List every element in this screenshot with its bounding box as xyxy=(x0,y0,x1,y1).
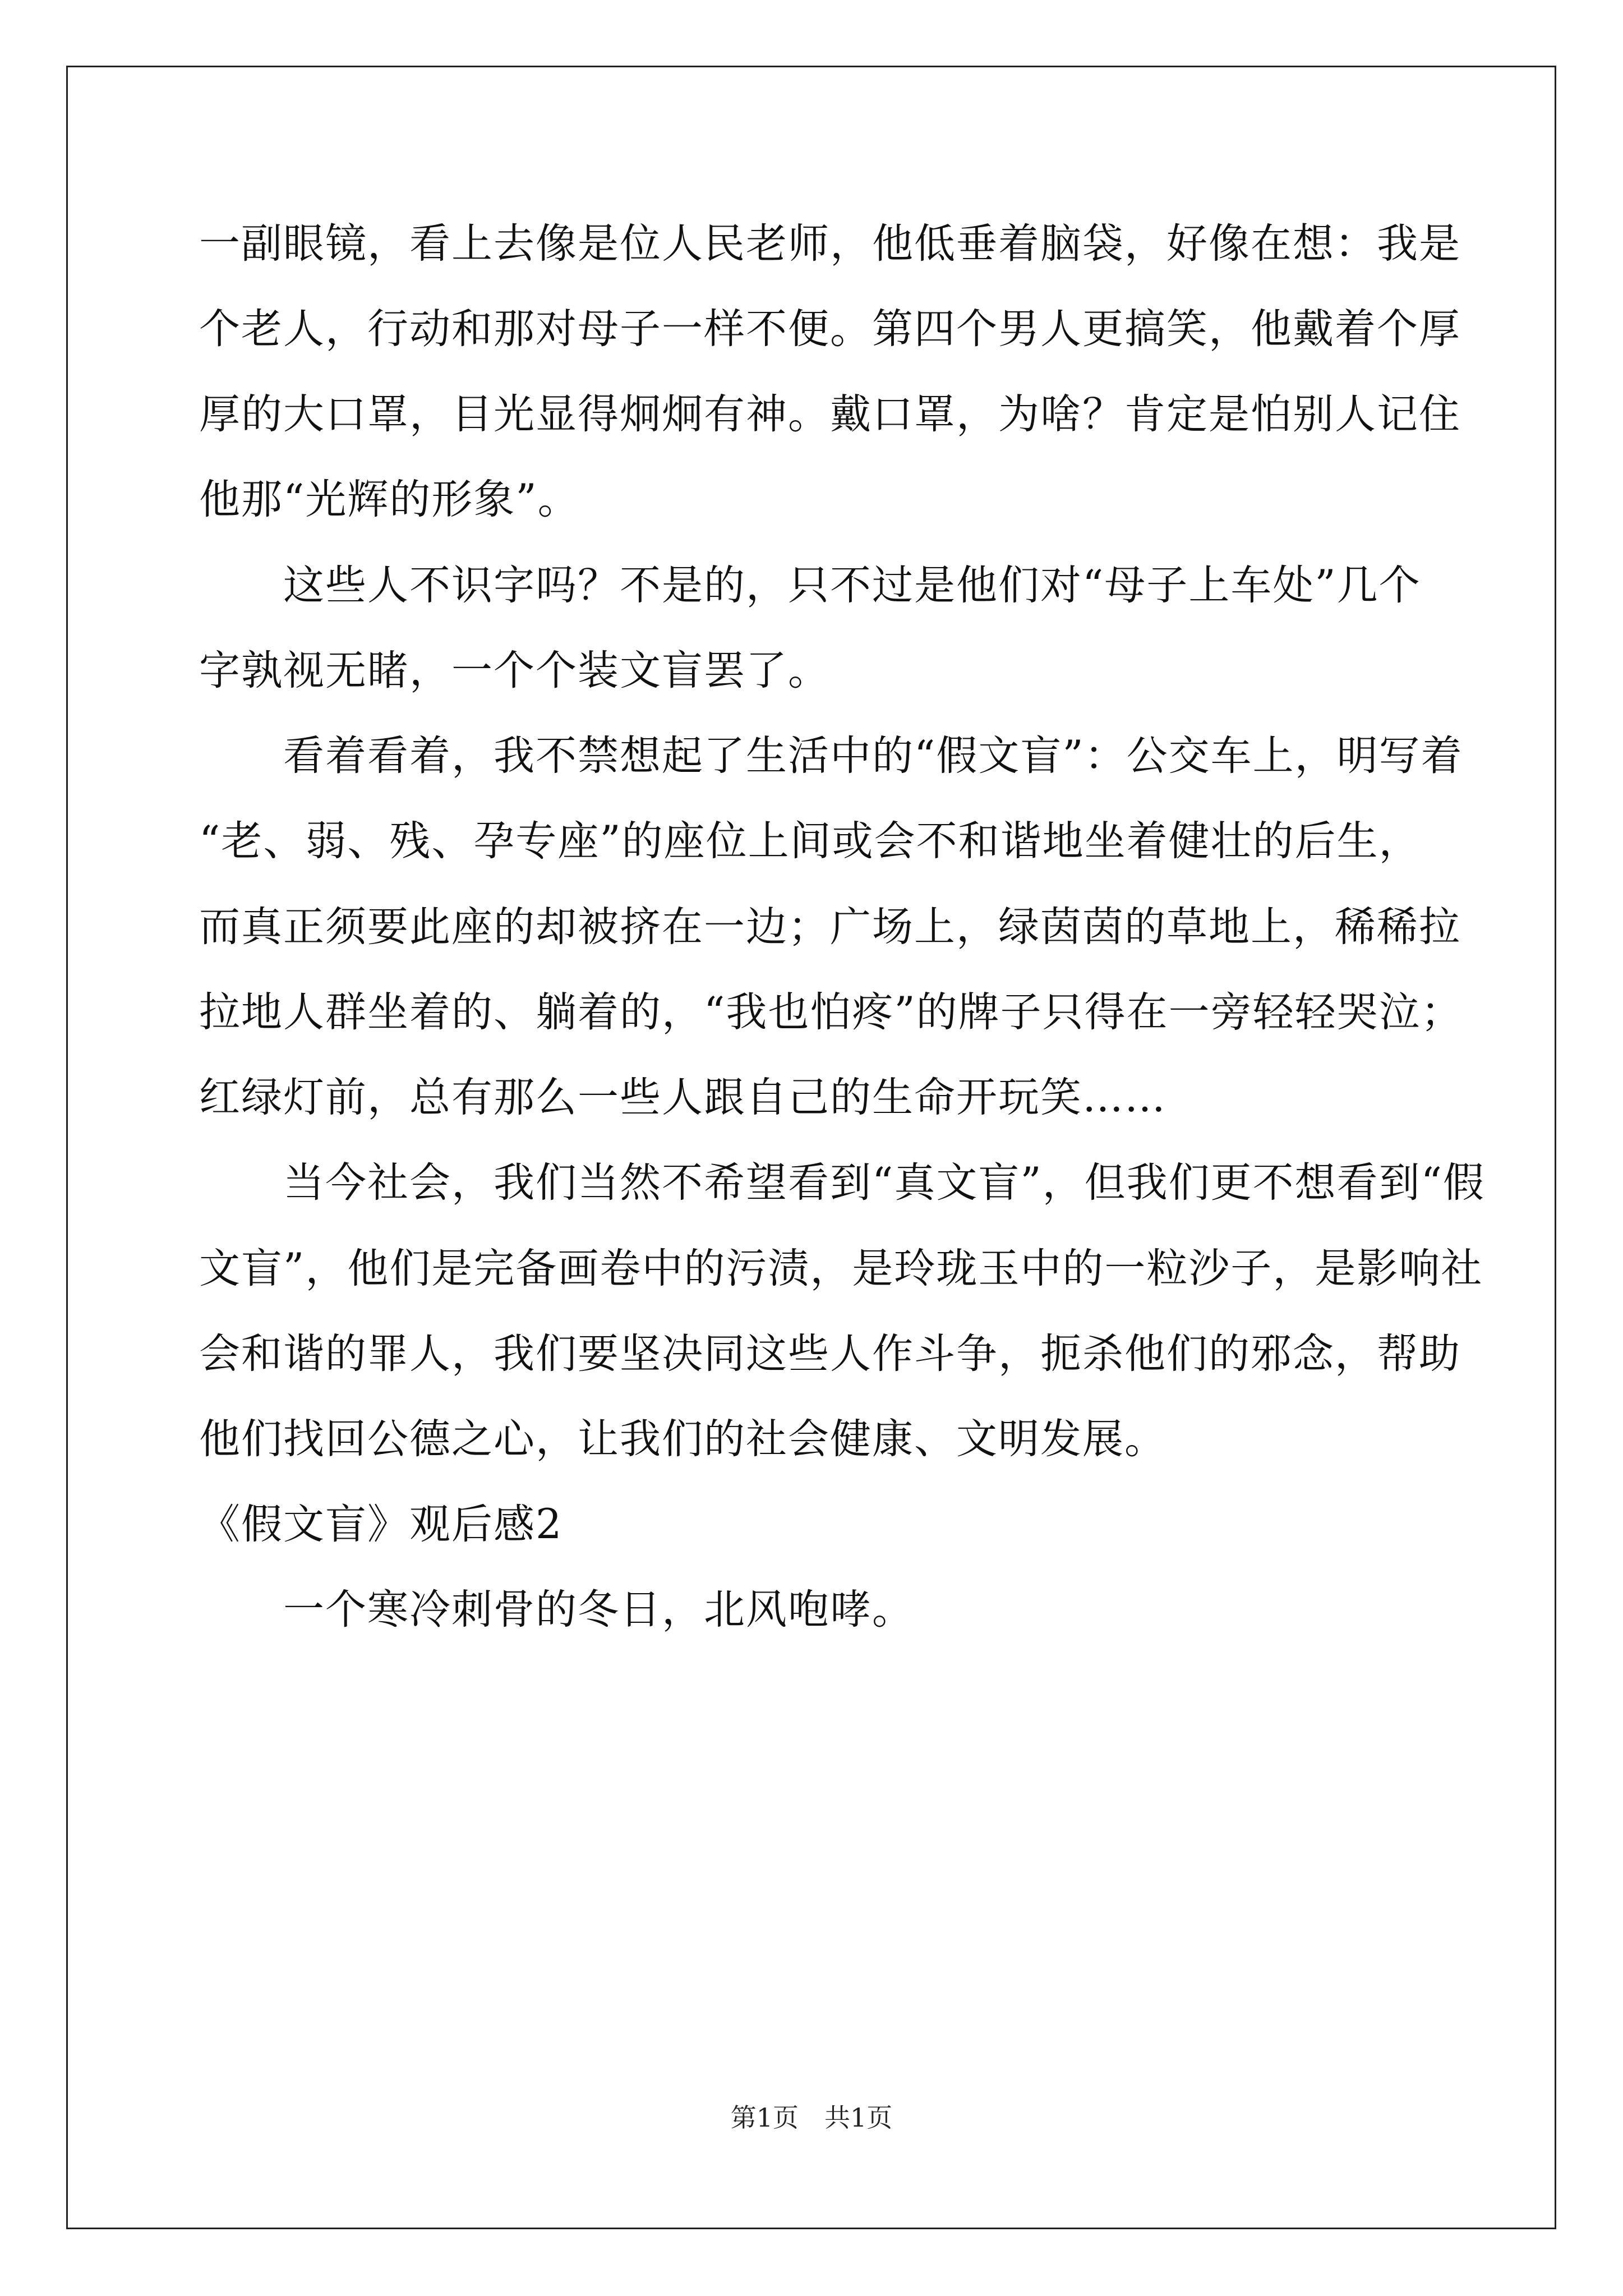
paragraph-line: 这些人不识字吗？不是的，只不过是他们对“母子上车处”几个 xyxy=(283,562,1421,609)
paragraph-line: 而真正须要此座的却被挤在一边；广场上，绿茵茵的草地上，稀稀拉 xyxy=(199,903,1461,951)
paragraph-line: 个老人，行动和那对母子一样不便。第四个男人更搞笑，他戴着个厚 xyxy=(199,305,1461,353)
paragraph-line: 文盲”，他们是完备画卷中的污渍，是玲珑玉中的一粒沙子，是影响社 xyxy=(199,1245,1483,1292)
paragraph-line: 拉地人群坐着的、躺着的，“我也怕疼”的牌子只得在一旁轻轻哭泣； xyxy=(199,988,1463,1036)
section-title: 《假文盲》观后感2 xyxy=(199,1501,563,1548)
paragraph-line: 他们找回公德之心，让我们的社会健康、文明发展。 xyxy=(199,1415,1166,1463)
paragraph-line: “老、弱、残、孕专座”的座位上间或会不和谐地坐着健壮的后生， xyxy=(199,817,1421,865)
paragraph-line: 会和谐的罪人，我们要坚决同这些人作斗争，扼杀他们的邪念，帮助 xyxy=(199,1330,1461,1378)
paragraph-line: 他那“光辉的形象”。 xyxy=(199,476,580,523)
paragraph-line: 一副眼镜，看上去像是位人民老师，他低垂着脑袋，好像在想：我是 xyxy=(199,220,1461,268)
paragraph-line: 厚的大口罩，目光显得炯炯有神。戴口罩，为啥？肯定是怕别人记住 xyxy=(199,390,1461,438)
paragraph-line: 一个寒冷刺骨的冬日，北风咆哮。 xyxy=(283,1586,914,1634)
paragraph-line: 字孰视无睹，一个个装文盲罢了。 xyxy=(199,647,830,694)
page-footer: 第1页 共1页 xyxy=(730,2102,893,2133)
paragraph-line: 红绿灯前，总有那么一些人跟自己的生命开玩笑…… xyxy=(199,1074,1166,1121)
paragraph-line: 看着看着，我不禁想起了生活中的“假文盲”：公交车上，明写着 xyxy=(283,732,1463,780)
paragraph-line: 当今社会，我们当然不希望看到“真文盲”，但我们更不想看到“假 xyxy=(283,1159,1485,1207)
